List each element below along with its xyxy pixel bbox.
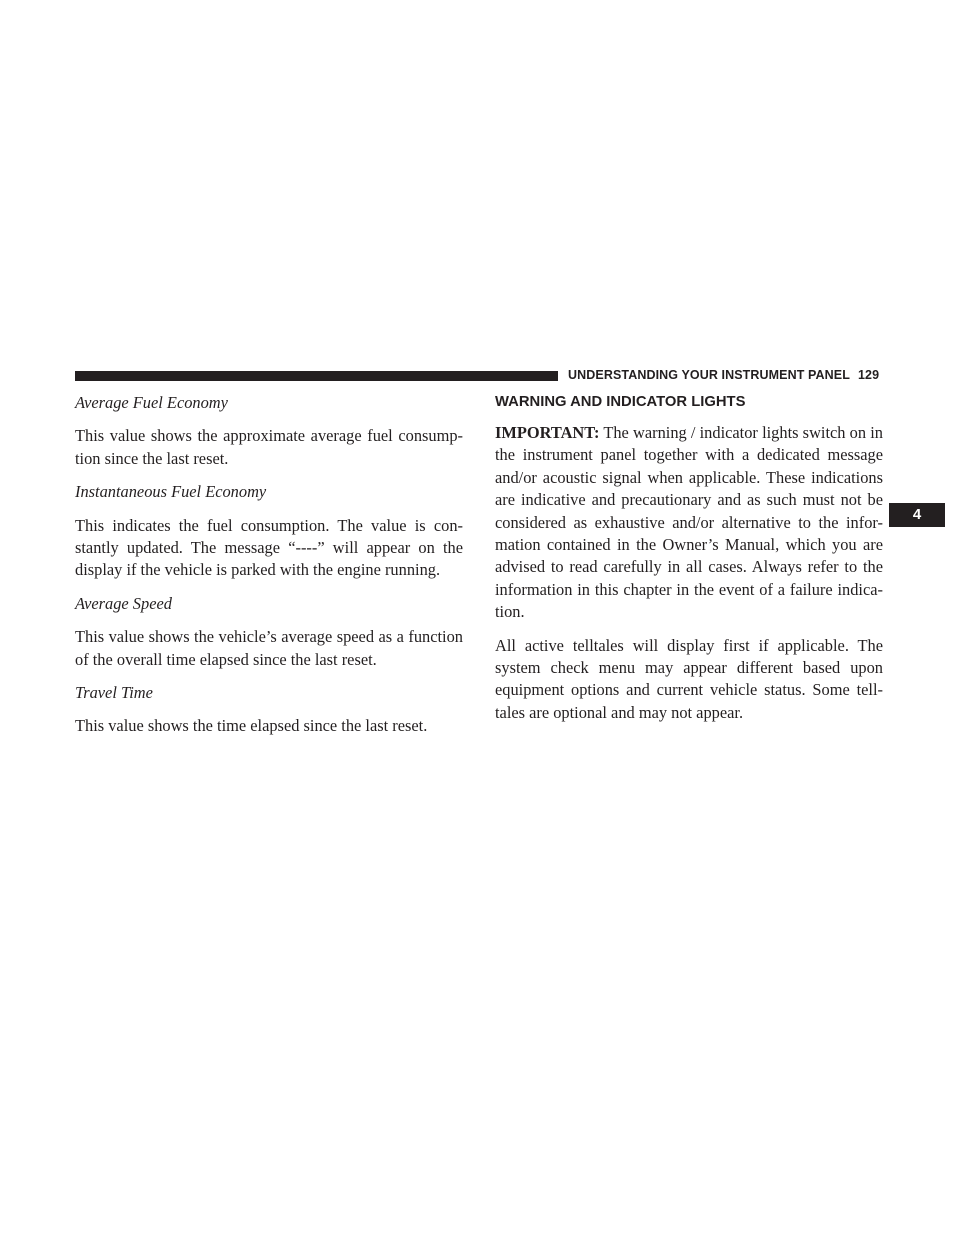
telltales-paragraph: All active telltales will display first if applicable. The system check menu may appear different based upon equipment options and current vehicle status. Some tell- tales are optional and may not appear. [495, 635, 883, 722]
important-paragraph [495, 422, 883, 624]
subheading-instantaneous-fuel-economy: Instantaneous Fuel Economy [75, 482, 267, 502]
header-rule [75, 371, 558, 381]
subheading-travel-time: Travel Time [75, 683, 153, 703]
paragraph-travel-time: This value shows the time elapsed since the last reset. [75, 716, 428, 736]
subheading-average-speed: Average Speed [75, 593, 172, 613]
chapter-tab: 4 [889, 503, 945, 527]
paragraph-instantaneous-fuel-economy: This indicates the fuel consumption. The value is con- stantly updated. The message “----” will appear on the display if the vehicle is parked with the engine running. [75, 515, 463, 580]
right-column [495, 392, 883, 735]
left-column [75, 392, 463, 749]
running-header [568, 368, 879, 382]
important-label: IMPORTANT: [495, 423, 600, 442]
paragraph-average-speed: This value shows the vehicle’s average speed as a function of the overall time elapsed since the last reset. [75, 627, 463, 669]
section-heading: WARNING AND INDICATOR LIGHTS [495, 394, 746, 410]
paragraph-average-fuel-economy: This value shows the approximate average fuel consump- tion since the last reset. [75, 426, 463, 468]
important-text: The warning / indicator lights switch on in the instrument panel together with a dedicated message and/or acoustic signal when applicable. These indications are indicative and precautionary and as such must not be considered as exhaustive and/or alternative to the infor- mation contained in the Owner’s Manual, which you are advised to read carefully in all cases. Always refer to the information in this chapter in the event of a failure indica- tion. [495, 423, 883, 622]
page-number: 129 [857, 368, 880, 382]
header-title: UNDERSTANDING YOUR INSTRUMENT PANEL [568, 368, 850, 382]
subheading-average-fuel-economy: Average Fuel Economy [75, 393, 228, 412]
